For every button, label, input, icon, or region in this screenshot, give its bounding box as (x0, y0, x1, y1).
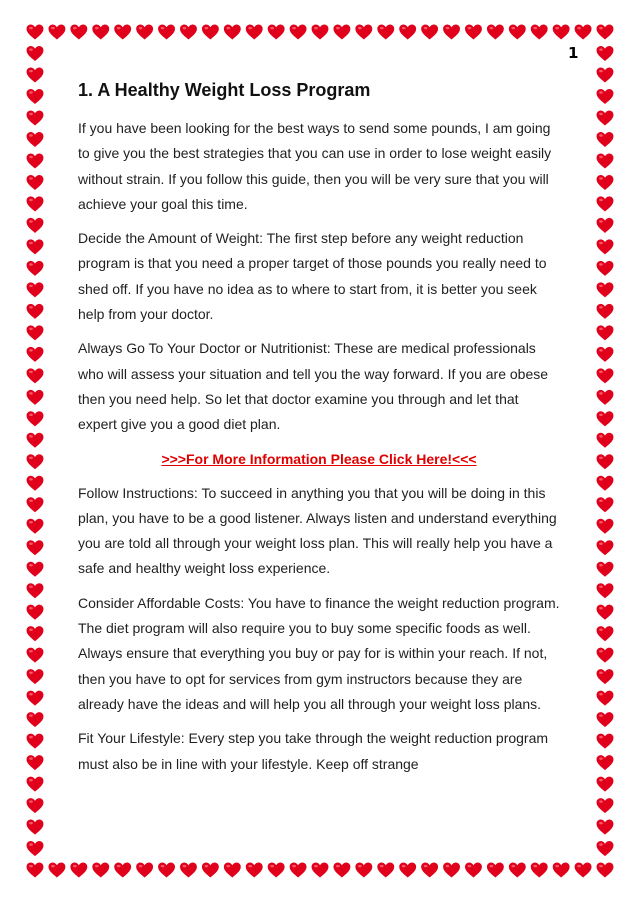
heart-icon (312, 863, 329, 878)
follow-instructions-paragraph: Follow Instructions: To succeed in anything you that you will be doing in this plan, you have to be a good listener. Always listen and understand everything you are told all through your weight loss plan. This will really help you have a safe and healthy weight loss experience. (78, 484, 557, 577)
heart-icon (597, 46, 614, 61)
heart-icon (27, 777, 44, 792)
heart-icon (27, 196, 44, 211)
heart-icon (465, 863, 482, 878)
heart-icon (597, 476, 614, 491)
heart-icon (597, 755, 614, 770)
heart-icon (597, 519, 614, 534)
heart-icon (597, 454, 614, 469)
heart-icon (597, 175, 614, 190)
heart-icon (27, 390, 44, 405)
heart-icon (180, 25, 197, 40)
heart-icon (487, 25, 504, 40)
heart-icon (597, 282, 614, 297)
heart-icon (355, 863, 372, 878)
heart-icon (27, 583, 44, 598)
link-line (78, 447, 560, 472)
heart-icon (27, 239, 44, 254)
heart-icon (27, 562, 44, 577)
heart-icon (70, 25, 87, 40)
heart-icon (27, 540, 44, 555)
heart-icon (27, 325, 44, 340)
heart-icon (597, 626, 614, 641)
heart-icon (27, 89, 44, 104)
heart-icon (27, 691, 44, 706)
heart-icon (48, 25, 65, 40)
heart-icon (27, 261, 44, 276)
heart-icon (597, 841, 614, 856)
heart-icon (509, 863, 526, 878)
heart-icon (158, 863, 175, 878)
heart-icon (597, 411, 614, 426)
page-title: 1. A Healthy Weight Loss Program (78, 80, 371, 100)
heart-icon (27, 153, 44, 168)
heart-icon (597, 605, 614, 620)
heart-icon (377, 25, 394, 40)
heart-icon (48, 863, 65, 878)
intro-paragraph: If you have been looking for the best ways to send some pounds, I am going to give you the best strategies that you can use in order to lose weight easily without strain. If you follow this guide, then you will be very sure that you will achieve your goal this time. (78, 120, 552, 212)
heart-icon (27, 476, 44, 491)
heart-icon (333, 863, 350, 878)
heart-icon (597, 218, 614, 233)
page-number: 1 (568, 44, 579, 62)
heart-icon (597, 583, 614, 598)
heart-icon (597, 261, 614, 276)
heart-icon (27, 798, 44, 813)
heart-icon (377, 863, 394, 878)
heart-icon (268, 863, 285, 878)
heart-icon (487, 863, 504, 878)
heart-icon (27, 454, 44, 469)
heart-icon (27, 132, 44, 147)
heart-icon (27, 347, 44, 362)
decide-amount-paragraph: Decide the Amount of Weight: The first step before any weight reduction program is that you need a proper target of those pounds you really need to shed off. If you have no idea as to where to start from, it is better you seek help from your doctor. (78, 230, 547, 323)
heart-icon (597, 540, 614, 555)
heart-icon (290, 863, 307, 878)
heart-icon (27, 669, 44, 684)
heart-icon (268, 25, 285, 40)
heart-icon (597, 863, 614, 878)
heart-icon (27, 497, 44, 512)
heart-icon (597, 239, 614, 254)
heart-icon (575, 863, 592, 878)
heart-icon (597, 325, 614, 340)
heart-icon (27, 218, 44, 233)
heart-icon (597, 798, 614, 813)
heart-icon (531, 863, 548, 878)
heart-icon (27, 175, 44, 190)
heart-icon (597, 691, 614, 706)
heart-icon (27, 25, 44, 40)
heart-icon (224, 863, 241, 878)
heart-icon (246, 25, 263, 40)
heart-icon (597, 390, 614, 405)
heart-icon (27, 626, 44, 641)
heart-icon (509, 25, 526, 40)
heart-icon (246, 863, 263, 878)
heart-icon (597, 347, 614, 362)
heart-icon (531, 25, 548, 40)
heart-icon (27, 304, 44, 319)
heart-icon (27, 282, 44, 297)
heart-icon (27, 433, 44, 448)
heart-icon (597, 562, 614, 577)
heart-icon (597, 68, 614, 83)
heart-icon (114, 25, 131, 40)
heart-icon (553, 863, 570, 878)
heart-icon (136, 25, 153, 40)
heart-icon (553, 25, 570, 40)
heart-icon (597, 132, 614, 147)
heart-icon (333, 25, 350, 40)
heart-icon (597, 368, 614, 383)
heart-icon (27, 712, 44, 727)
heart-icon (27, 734, 44, 749)
heart-icon (27, 368, 44, 383)
heart-icon (92, 25, 109, 40)
heart-icon (597, 304, 614, 319)
heart-icon (597, 153, 614, 168)
heart-icon (27, 755, 44, 770)
heart-icon (575, 25, 592, 40)
heart-icon (27, 820, 44, 835)
heart-icon (399, 863, 416, 878)
heart-icon (202, 863, 219, 878)
heart-icon (27, 46, 44, 61)
heart-icon (597, 497, 614, 512)
heart-icon (443, 863, 460, 878)
heart-icon (597, 777, 614, 792)
heart-icon (597, 196, 614, 211)
heart-icon (597, 433, 614, 448)
heart-icon (114, 863, 131, 878)
heart-icon (597, 712, 614, 727)
heart-icon (399, 25, 416, 40)
heart-icon (597, 89, 614, 104)
heart-icon (136, 863, 153, 878)
heart-icon (597, 669, 614, 684)
more-information-link[interactable]: >>>For More Information Please Click Here!<<< (161, 450, 477, 467)
heart-icon (421, 863, 438, 878)
heart-icon (158, 25, 175, 40)
heart-icon (465, 25, 482, 40)
heart-icon (27, 863, 44, 878)
heart-icon (224, 25, 241, 40)
heart-icon (92, 863, 109, 878)
heart-icon (27, 605, 44, 620)
affordable-costs-paragraph: Consider Affordable Costs: You have to finance the weight reduction program. The diet program will also require you to buy some specific foods as well. Always ensure that everything you buy or pay for is within your reach. If not, then you have to opt for services from gym instructors because they are already have the ideas and will help you all through your weight loss plans. (78, 594, 560, 712)
heart-icon (27, 841, 44, 856)
fit-lifestyle-paragraph: Fit Your Lifestyle: Every step you take through the weight reduction program must also be in line with your lifestyle. Keep off strange (78, 730, 549, 772)
document-body (78, 78, 560, 786)
heart-icon (27, 110, 44, 125)
heart-icon (597, 734, 614, 749)
doctor-paragraph: Always Go To Your Doctor or Nutritionist: These are medical professionals who will assess your situation and tell you the way forward. If you are obese then you need help. So let that doctor examine you through and let that expert give you a good diet plan. (78, 340, 549, 433)
heart-icon (597, 25, 614, 40)
heart-icon (597, 110, 614, 125)
heart-icon (290, 25, 307, 40)
heart-icon (27, 411, 44, 426)
heart-icon (27, 519, 44, 534)
heart-icon (202, 25, 219, 40)
heart-icon (421, 25, 438, 40)
heart-icon (312, 25, 329, 40)
heart-icon (443, 25, 460, 40)
heart-icon (180, 863, 197, 878)
heart-icon (597, 648, 614, 663)
heart-icon (597, 820, 614, 835)
heart-icon (27, 68, 44, 83)
heart-icon (27, 648, 44, 663)
heart-icon (355, 25, 372, 40)
heart-icon (70, 863, 87, 878)
